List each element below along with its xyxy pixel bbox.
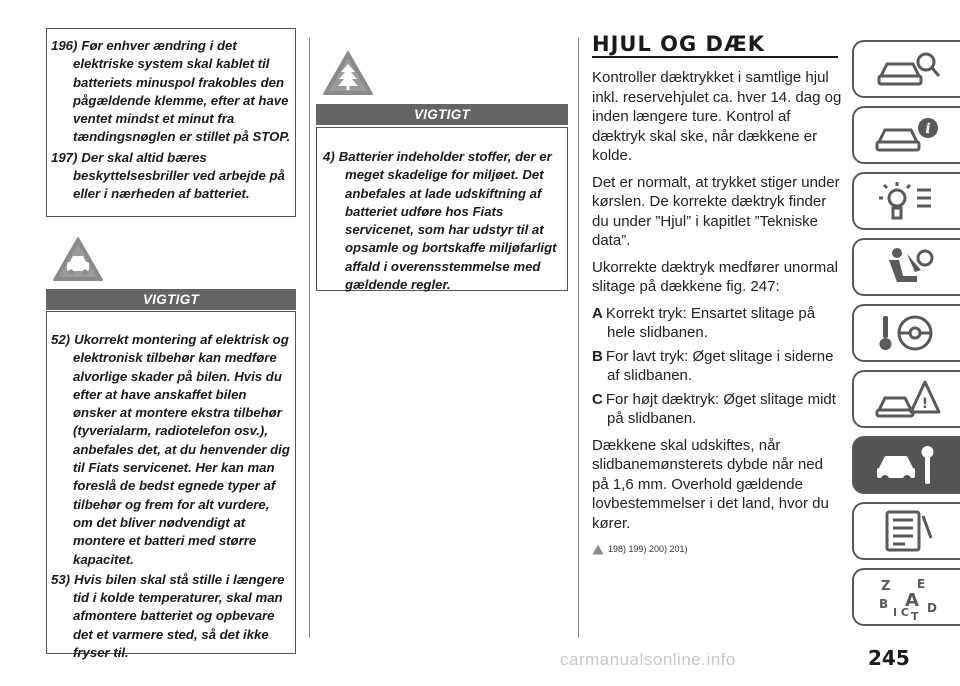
- warning-label-bar: VIGTIGT: [316, 104, 568, 125]
- warning-label-bar: VIGTIGT: [46, 289, 296, 310]
- paragraph: Dækkene skal udskiftes, når slidbanemønsterets dybde når ned på 1,6 mm. Overhold gældende lovbestemmelser i det land, hvor du kører.: [592, 436, 829, 532]
- car-service-icon[interactable]: [852, 436, 960, 494]
- svg-text:D: D: [927, 601, 937, 615]
- index-letters-icon[interactable]: [852, 568, 960, 626]
- svg-text:T: T: [911, 610, 919, 620]
- section-body: [592, 68, 842, 560]
- svg-text:A: A: [905, 590, 919, 611]
- note-197: 197) Der skal altid bæres beskyttelsesbriller ved arbejde på eller i nærheden af batteriet.: [51, 149, 285, 202]
- svg-text:E: E: [917, 577, 926, 591]
- car-warning-triangle-icon: [52, 236, 104, 282]
- svg-text:!: !: [921, 396, 929, 412]
- seat-airbag-icon[interactable]: [852, 238, 960, 296]
- paragraph: Det er normalt, at trykket stiger under kørslen. De korrekte dæktryk finder du under ”Hjul” i kapitlet ”Tekniske data”.: [592, 173, 840, 249]
- column-divider: [309, 38, 310, 638]
- note-52: 52) Ukorrekt montering af elektrisk og elektronisk tilbehør kan medføre alvorlige skader på bilen. Hvis du efter at have anskaffet bilen ønsker at montere ekstra tilbehør (tyverialarm, radiotelefon osv.), anbefales det, at du henvender dig til Fiats servicenet. Her kan man foreslå de bedst egnede typer af tilbehør og frem for alt vurdere, om det bliver nødvendigt at montere et batteri med større kapacitet.: [51, 332, 290, 567]
- svg-text:Z: Z: [881, 579, 891, 594]
- warning-references[interactable]: 198) 199) 200) 201): [592, 540, 842, 560]
- list-item: B For lavt tryk: Øget slitage i siderne af slidbanen.: [592, 347, 834, 384]
- section-title: HJUL OG DÆK: [592, 32, 766, 56]
- list-item: C For højt dæktryk: Øget slitage midt på slidbanen.: [592, 390, 836, 427]
- note-box-52-53: [46, 311, 296, 661]
- warning-car-icon[interactable]: [852, 370, 960, 428]
- paragraph: Kontroller dæktrykket i samtlige hjul inkl. reservehjulet ca. hver 14. dag og inden længere ture. Kontrol af dæktryk skal ske, når dækkene er kolde.: [592, 69, 842, 164]
- page-number: 245: [868, 646, 910, 670]
- small-warning-icon: [592, 544, 604, 555]
- paragraph: Ukorrekte dæktryk medfører unormal slitage på dækkene fig. 247:: [592, 258, 838, 295]
- environment-warning-triangle-icon: [322, 50, 374, 96]
- technical-data-icon[interactable]: [852, 502, 960, 560]
- list-item: A Korrekt tryk: Ensartet slitage på hele slidbanen.: [592, 304, 816, 341]
- svg-text:I C: I C: [893, 606, 909, 619]
- note-4: 4) Batterier indeholder stoffer, der er meget skadelige for miljøet. Det anbefales at lade udskiftning af batteriet udføre hos Fiats servicenet, som har udstyr til at opsamle og bortskaffe miljøfarligt affald i overensstemmelse med gældende regler.: [323, 149, 557, 293]
- car-info-icon[interactable]: [852, 106, 960, 164]
- note-box-196-197: [46, 28, 296, 217]
- svg-text:B: B: [879, 597, 889, 611]
- svg-text:i: i: [925, 121, 931, 137]
- column-divider: [578, 38, 579, 638]
- dashboard-lights-icon[interactable]: [852, 172, 960, 230]
- steering-key-icon[interactable]: [852, 304, 960, 362]
- note-box-4: [316, 127, 568, 291]
- note-53: 53) Hvis bilen skal stå stille i længere tid i kolde temperaturer, skal man afmontere batteriet og opbevare det et varmere sted, så det ikke fryser til.: [51, 571, 285, 661]
- watermark: carmanualsonline.info: [560, 650, 736, 669]
- note-196: 196) Før enhver ændring i det elektriske system skal kablet til batteriets minuspol frakobles den pågældende klemme, efter at have ventet mindst et minut fra tændingsnøglen er stillet på STOP.: [51, 38, 291, 145]
- car-search-icon[interactable]: [852, 40, 960, 98]
- title-underline: [592, 56, 838, 58]
